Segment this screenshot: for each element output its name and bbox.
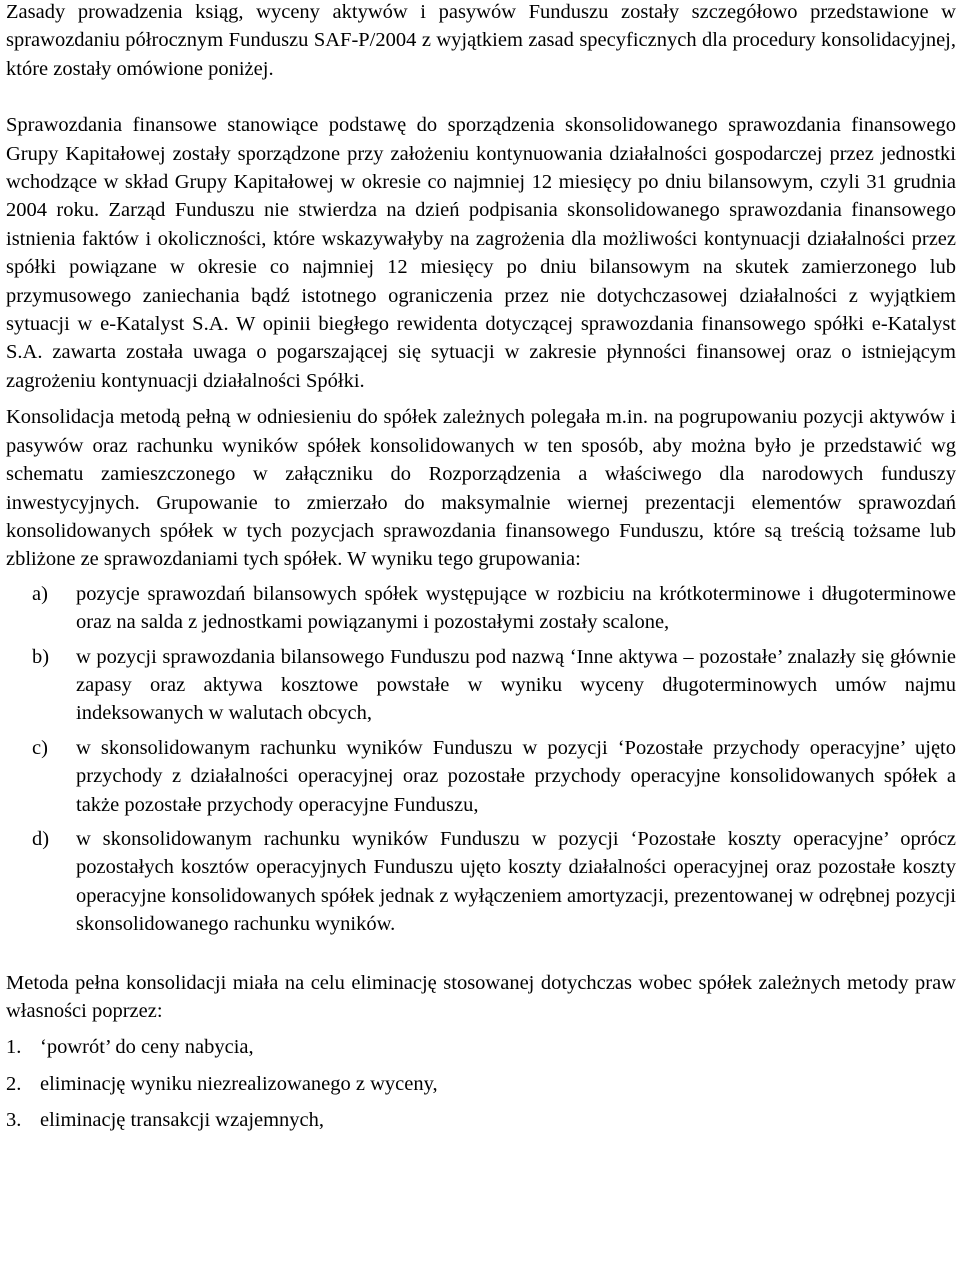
list-item-text: ‘powrót’ do ceny nabycia, <box>40 1036 254 1059</box>
grouping-list <box>6 580 956 939</box>
list-marker: d) <box>32 827 50 850</box>
list-item-text: w skonsolidowanym rachunku wyników Funduszu w pozycji ‘Pozostałe koszty operacyjne’ oprócz pozostałych kosztów operacyjnych Funduszu ujęto koszty działalności operacyjnej oraz pozostałe koszty operacyjne konsolidowanych spółek jednak z wyłączeniem amortyzacji, prezentowanej w odrębnej pozycji skonsolidowanego rachunku wyników. <box>76 827 956 936</box>
list-item <box>6 825 956 939</box>
list-item <box>6 1106 956 1134</box>
elimination-list <box>6 1033 956 1134</box>
document-page <box>6 0 956 1143</box>
list-item-text: pozycje sprawozdań bilansowych spółek występujące w rozbiciu na krótkoterminowe i długoterminowe oraz na salda z jednostkami powiązanymi i pozostałymi zostały scalone, <box>76 582 956 634</box>
list-item-text: eliminację transakcji wzajemnych, <box>40 1109 325 1132</box>
list-item <box>6 643 956 728</box>
paragraph-intro: Zasady prowadzenia ksiąg, wyceny aktywów i pasywów Funduszu zostały szczegółowo przedstawione w sprawozdaniu półrocznym Funduszu SAF-P/2004 z wyjątkiem zasad specyficznych dla procedury konsolidacyjnej, które zostały omówione poniżej. <box>6 1 956 80</box>
list-item-text: w skonsolidowanym rachunku wyników Funduszu w pozycji ‘Pozostałe przychody operacyjne’ ujęto przychody z działalności operacyjnej oraz pozostałe przychody operacyjne konsolidowanych spółek a także pozostałe przychody operacyjne Funduszu, <box>76 736 956 816</box>
list-item <box>6 1070 956 1098</box>
list-item <box>6 580 956 637</box>
list-item <box>6 1033 956 1061</box>
list-marker: 1. <box>6 1036 22 1059</box>
paragraph-full-method: Metoda pełna konsolidacji miała na celu eliminację stosowanej dotychczas wobec spółek zależnych metody praw własności poprzez: <box>6 971 956 1022</box>
paragraph-going-concern: Sprawozdania finansowe stanowiące podstawę do sporządzenia skonsolidowanego sprawozdania finansowego Grupy Kapitałowej zostały sporządzone przy założeniu kontynuowania działalności gospodarczej przez jednostki wchodzące w skład Grupy Kapitałowej w okresie co najmniej 12 miesięcy po dniu bilansowym, czyli 31 grudnia 2004 roku. Zarząd Funduszu nie stwierdza na dzień podpisania skonsolidowanego sprawozdania finansowego istnienia faktów i okoliczności, które wskazywałyby na zagrożenia dla możliwości kontynuacji działalności przez spółki powiązane w okresie co najmniej 12 miesięcy po dniu bilansowym na skutek zamierzonego lub przymusowego zaniechania bądź istotnego ograniczenia przez nie dotychczasowej działalności z wyjątkiem sytuacji w e-Katalyst S.A. W opinii biegłego rewidenta dotyczącej sprawozdania finansowego spółki e-Katalyst S.A. zawarta została uwaga o pogarszającej się sytuacji w zakresie płynności finansowej oraz o istniejącym zagrożeniu kontynuacji działalności Spółki. <box>6 114 956 392</box>
list-item-text: eliminację wyniku niezrealizowanego z wyceny, <box>40 1072 438 1095</box>
list-marker: 2. <box>6 1072 22 1095</box>
list-item <box>6 734 956 819</box>
list-marker: 3. <box>6 1109 22 1132</box>
list-marker: a) <box>32 582 48 605</box>
paragraph-consolidation: Konsolidacja metodą pełną w odniesieniu do spółek zależnych polegała m.in. na pogrupowaniu pozycji aktywów i pasywów oraz rachunku wyników spółek konsolidowanych w ten sposób, aby można było je przedstawić wg schematu zamieszczonego w załączniku do Rozporządzenia a właściwego dla narodowych funduszy inwestycyjnych. Grupowanie to zmierzało do maksymalnie wiernej prezentacji elementów sprawozdań konsolidowanych spółek w tych pozycjach sprawozdania finansowego Funduszu, które są treścią tożsame lub zbliżone ze sprawozdaniami tych spółek. W wyniku tego grupowania: <box>6 406 956 571</box>
list-marker: b) <box>32 645 50 668</box>
list-marker: c) <box>32 736 48 759</box>
list-item-text: w pozycji sprawozdania bilansowego Funduszu pod nazwą ‘Inne aktywa – pozostałe’ znalazły się głównie zapasy oraz aktywa kosztowe powstałe w wyniku wyceny długoterminowych umów najmu indeksowanych w walutach obcych, <box>76 645 956 725</box>
